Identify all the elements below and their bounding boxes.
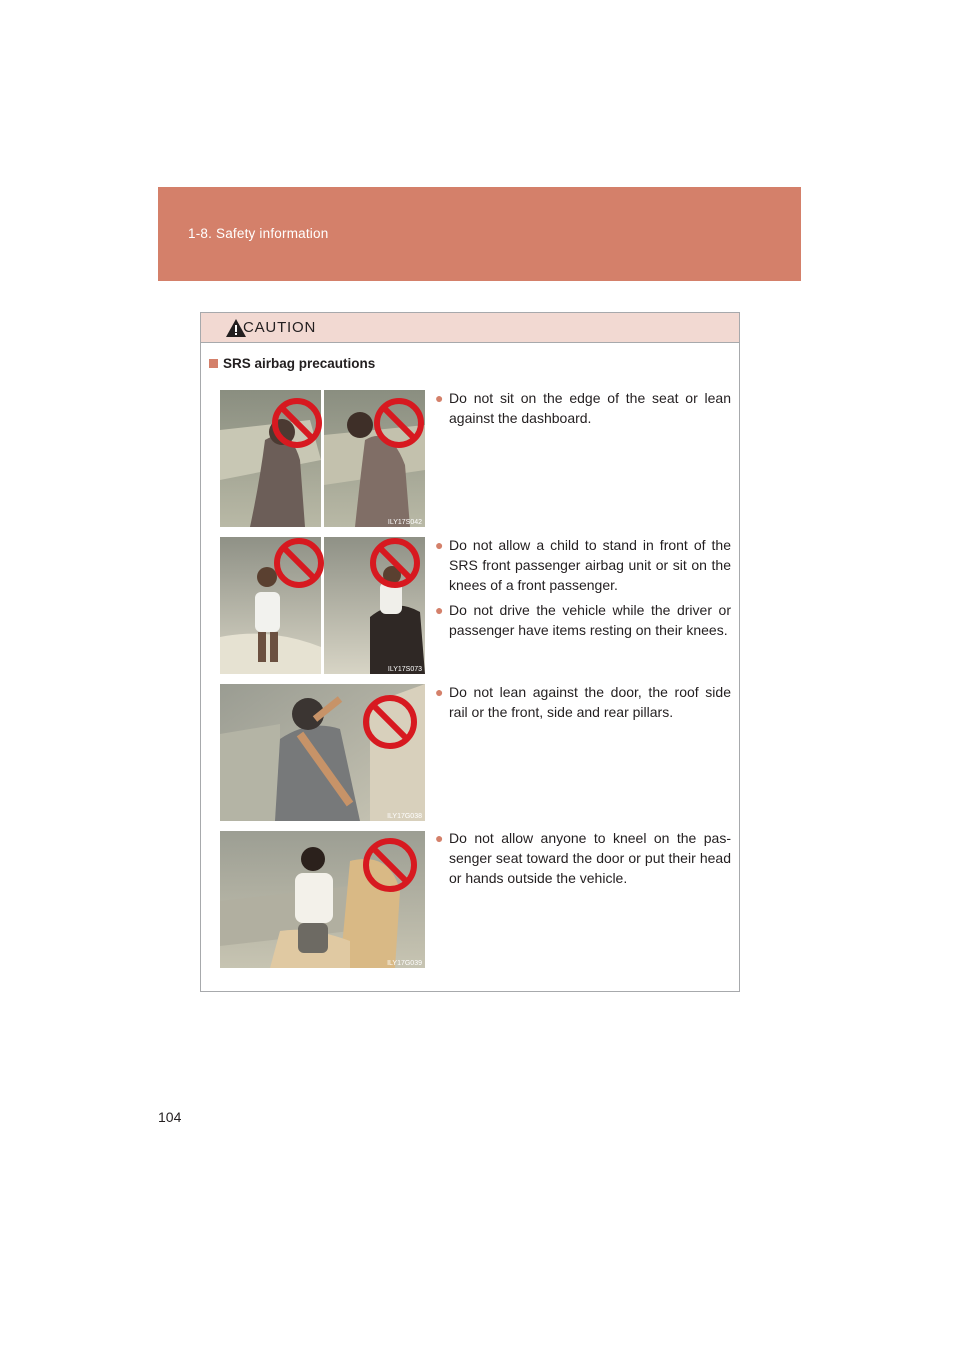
illustration-child-standing bbox=[220, 537, 425, 674]
bullet-item: ● Do not sit on the edge of the seat or lean against the dashboard. bbox=[435, 390, 731, 426]
illustration-kneel-seat bbox=[220, 831, 425, 968]
image-code: ILY17S073 bbox=[387, 666, 422, 673]
bullet-dot-icon: ● bbox=[435, 537, 444, 553]
bullet-item: ● Do not allow a child to stand in front of the SRS front passenger airbag unit or sit on the knees of a front passenger. bbox=[435, 537, 731, 593]
subsection-heading: SRS airbag precautions bbox=[209, 356, 375, 371]
section-header-bar bbox=[158, 187, 801, 281]
caution-title: CAUTION bbox=[243, 319, 317, 336]
caution-header bbox=[201, 313, 739, 343]
caution-box bbox=[200, 312, 740, 992]
bullet-item: ● Do not drive the vehicle while the driver or passenger have items resting on their knees. bbox=[435, 602, 731, 638]
bullet-item: ● Do not allow anyone to kneel on the pas-senger seat toward the door or put their head or hands outside the vehicle. bbox=[435, 830, 731, 886]
bullet-item: ● Do not lean against the door, the roof side rail or the front, side and rear pillars. bbox=[435, 684, 731, 720]
image-code: ILY17G038 bbox=[387, 813, 422, 820]
bullet-dot-icon: ● bbox=[435, 390, 444, 406]
bullet-dot-icon: ● bbox=[435, 830, 444, 846]
page-number: 104 bbox=[158, 1109, 182, 1125]
square-bullet-icon bbox=[209, 359, 218, 368]
bullet-dot-icon: ● bbox=[435, 684, 444, 700]
illustration-lean-dashboard bbox=[220, 390, 425, 527]
illustration-lean-door bbox=[220, 684, 425, 821]
bullet-dot-icon: ● bbox=[435, 602, 444, 618]
section-title: 1-8. Safety information bbox=[188, 226, 329, 241]
image-code: ILY17S042 bbox=[387, 519, 422, 526]
image-code: ILY17G039 bbox=[387, 960, 422, 967]
